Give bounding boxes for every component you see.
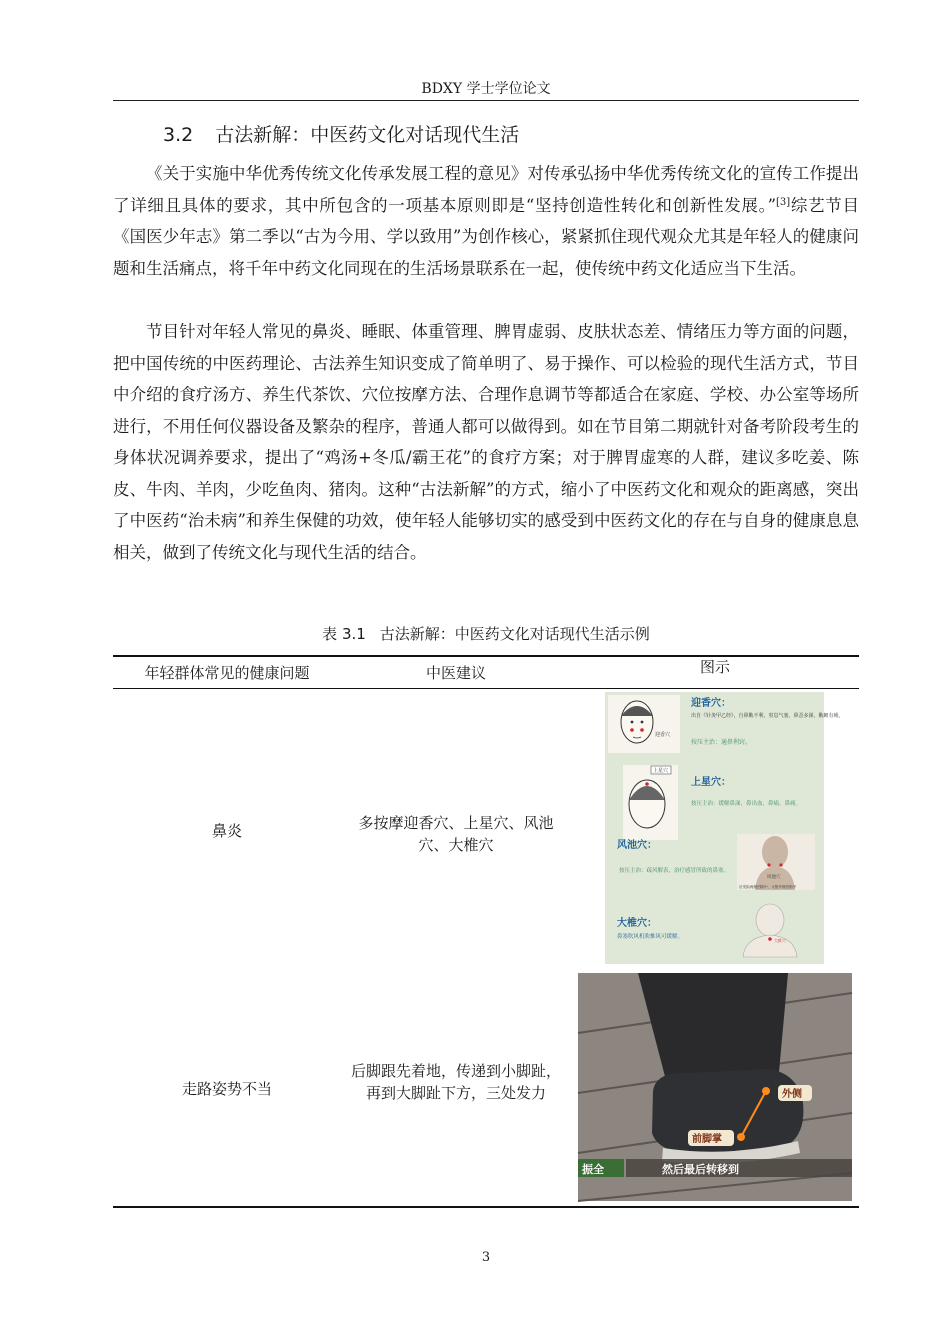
label-outer: 外侧: [782, 1089, 802, 1100]
caption-left: 振全: [582, 1163, 604, 1176]
face-illustration-2: [623, 765, 678, 840]
table-header-advice: 中医建议: [425, 664, 486, 682]
paragraph-1-part-b: 综艺节目《国医少年志》第二季以“古为今用、学以致用”为创作核心，紧紧抓住现代观众尤其是年轻人的健康问题和生活痛点，将千年中药文化同现在的生活场景联系在一起，使传统中药文化适应当下生活。: [113, 195, 859, 278]
face-illustration-1: [608, 695, 680, 753]
fengchi-note: 后发际两侧凹陷中，大筋外侧凹陷中: [739, 885, 797, 889]
table-header-figure: 图示: [699, 658, 730, 676]
section-title: [163, 120, 519, 147]
acupoint-1-main: 按压主治：通鼻利窍。: [691, 739, 752, 746]
walking-figure: [578, 973, 852, 1201]
citation-ref[interactable]: [3]: [776, 196, 791, 208]
tag-yingxiang: 迎香穴: [655, 732, 671, 738]
neck-illustration-1: [737, 834, 815, 890]
tag-dazhui: 大椎穴: [774, 938, 786, 943]
table-row-2-problem: 走路姿势不当: [181, 1080, 272, 1098]
table-row-2-advice: 后脚跟先着地，传递到小脚趾，再到大脚趾下方，三处发力: [350, 1062, 561, 1102]
tag-shangxing: 上星穴: [653, 768, 669, 774]
table-row-1-advice: 多按摩迎香穴、上星穴、风池穴、大椎穴: [358, 814, 554, 854]
page-number: 3: [481, 1250, 491, 1265]
table-caption-text: 古法新解：中医药文化对话现代生活示例: [379, 625, 650, 643]
paragraph-1: [113, 158, 859, 284]
table-caption: [113, 623, 859, 644]
acupoint-3-name: 风池穴：: [617, 840, 657, 851]
paragraph-1-part-a: 《关于实施中华优秀传统文化传承发展工程的意见》对传承弘扬中华优秀传统文化的宣传工作提出了详细且具体的要求，其中所包含的一项基本原则即是“坚持创造性转化和创新性发展。”: [113, 164, 859, 215]
acupoint-2-main: 按压主治：缓解鼻涕，鼻出血，鼻痛，鼻痈。: [691, 801, 802, 807]
section-title-text: 古法新解：中医药文化对话现代生活: [215, 124, 520, 146]
table-header-problem: 年轻群体常见的健康问题: [144, 664, 310, 682]
table-bottom-rule: [113, 1206, 859, 1208]
acupoint-figure: [605, 692, 844, 964]
acupoint-3-main: 按压主治：疏风解表，治疗感冒所致的鼻塞。: [619, 868, 730, 874]
paragraph-2: 节目针对年轻人常见的鼻炎、睡眠、体重管理、脾胃虚弱、皮肤状态差、情绪压力等方面的问题，把中国传统的中医药理论、古法养生知识变成了简单明了、易于操作、可以检验的现代生活方式，节目中介绍的食疗汤方、养生代茶饮、穴位按摩方法、合理作息调节等都适合在家庭、学校、办公室等场所进行，不用任何仪器设备及繁杂的程序，普通人都可以做得到。如在节目第二期就针对备考阶段考生的身体状况调养要求，提出了“鸡汤+冬瓜/霸王花”的食疗方案；对于脾胃虚寒的人群，建议多吃姜、陈皮、牛肉、羊肉，少吃鱼肉、猪肉。这种“古法新解”的方式，缩小了中医药文化和观众的距离感，突出了中医药“治未病”和养生保健的功效，使年轻人能够切实的感受到中医药文化的存在与自身的健康息息相关，做到了传统文化与现代生活的结合。: [113, 322, 859, 562]
acupoint-4-main: 鼻塞吹风机吹椎风可缓解。: [617, 934, 684, 940]
tag-fengchi: 风池穴: [767, 875, 781, 880]
acupoint-2-name: 上星穴：: [691, 777, 731, 788]
acupoint-1-desc: 出自《针灸甲乙经》，自鼻鼽不利，窒息气塞，鼻歪多涕，鼽衄有痈。: [691, 713, 844, 719]
header-rule: [113, 100, 859, 101]
caption-text: 然后最后转移到: [662, 1163, 739, 1176]
table-header-rule: [113, 688, 859, 689]
running-header: BDXY 学士学位论文: [421, 81, 551, 97]
acupoint-4-name: 大椎穴：: [617, 918, 657, 929]
caption-bar: [626, 1159, 852, 1177]
table-row-1-problem: 鼻炎: [211, 822, 242, 840]
section-number: 3.2: [163, 124, 194, 146]
table-number: 表 3.1: [322, 625, 366, 643]
acupoint-1-name: 迎香穴：: [691, 698, 731, 709]
label-front: 前脚掌: [692, 1134, 722, 1145]
